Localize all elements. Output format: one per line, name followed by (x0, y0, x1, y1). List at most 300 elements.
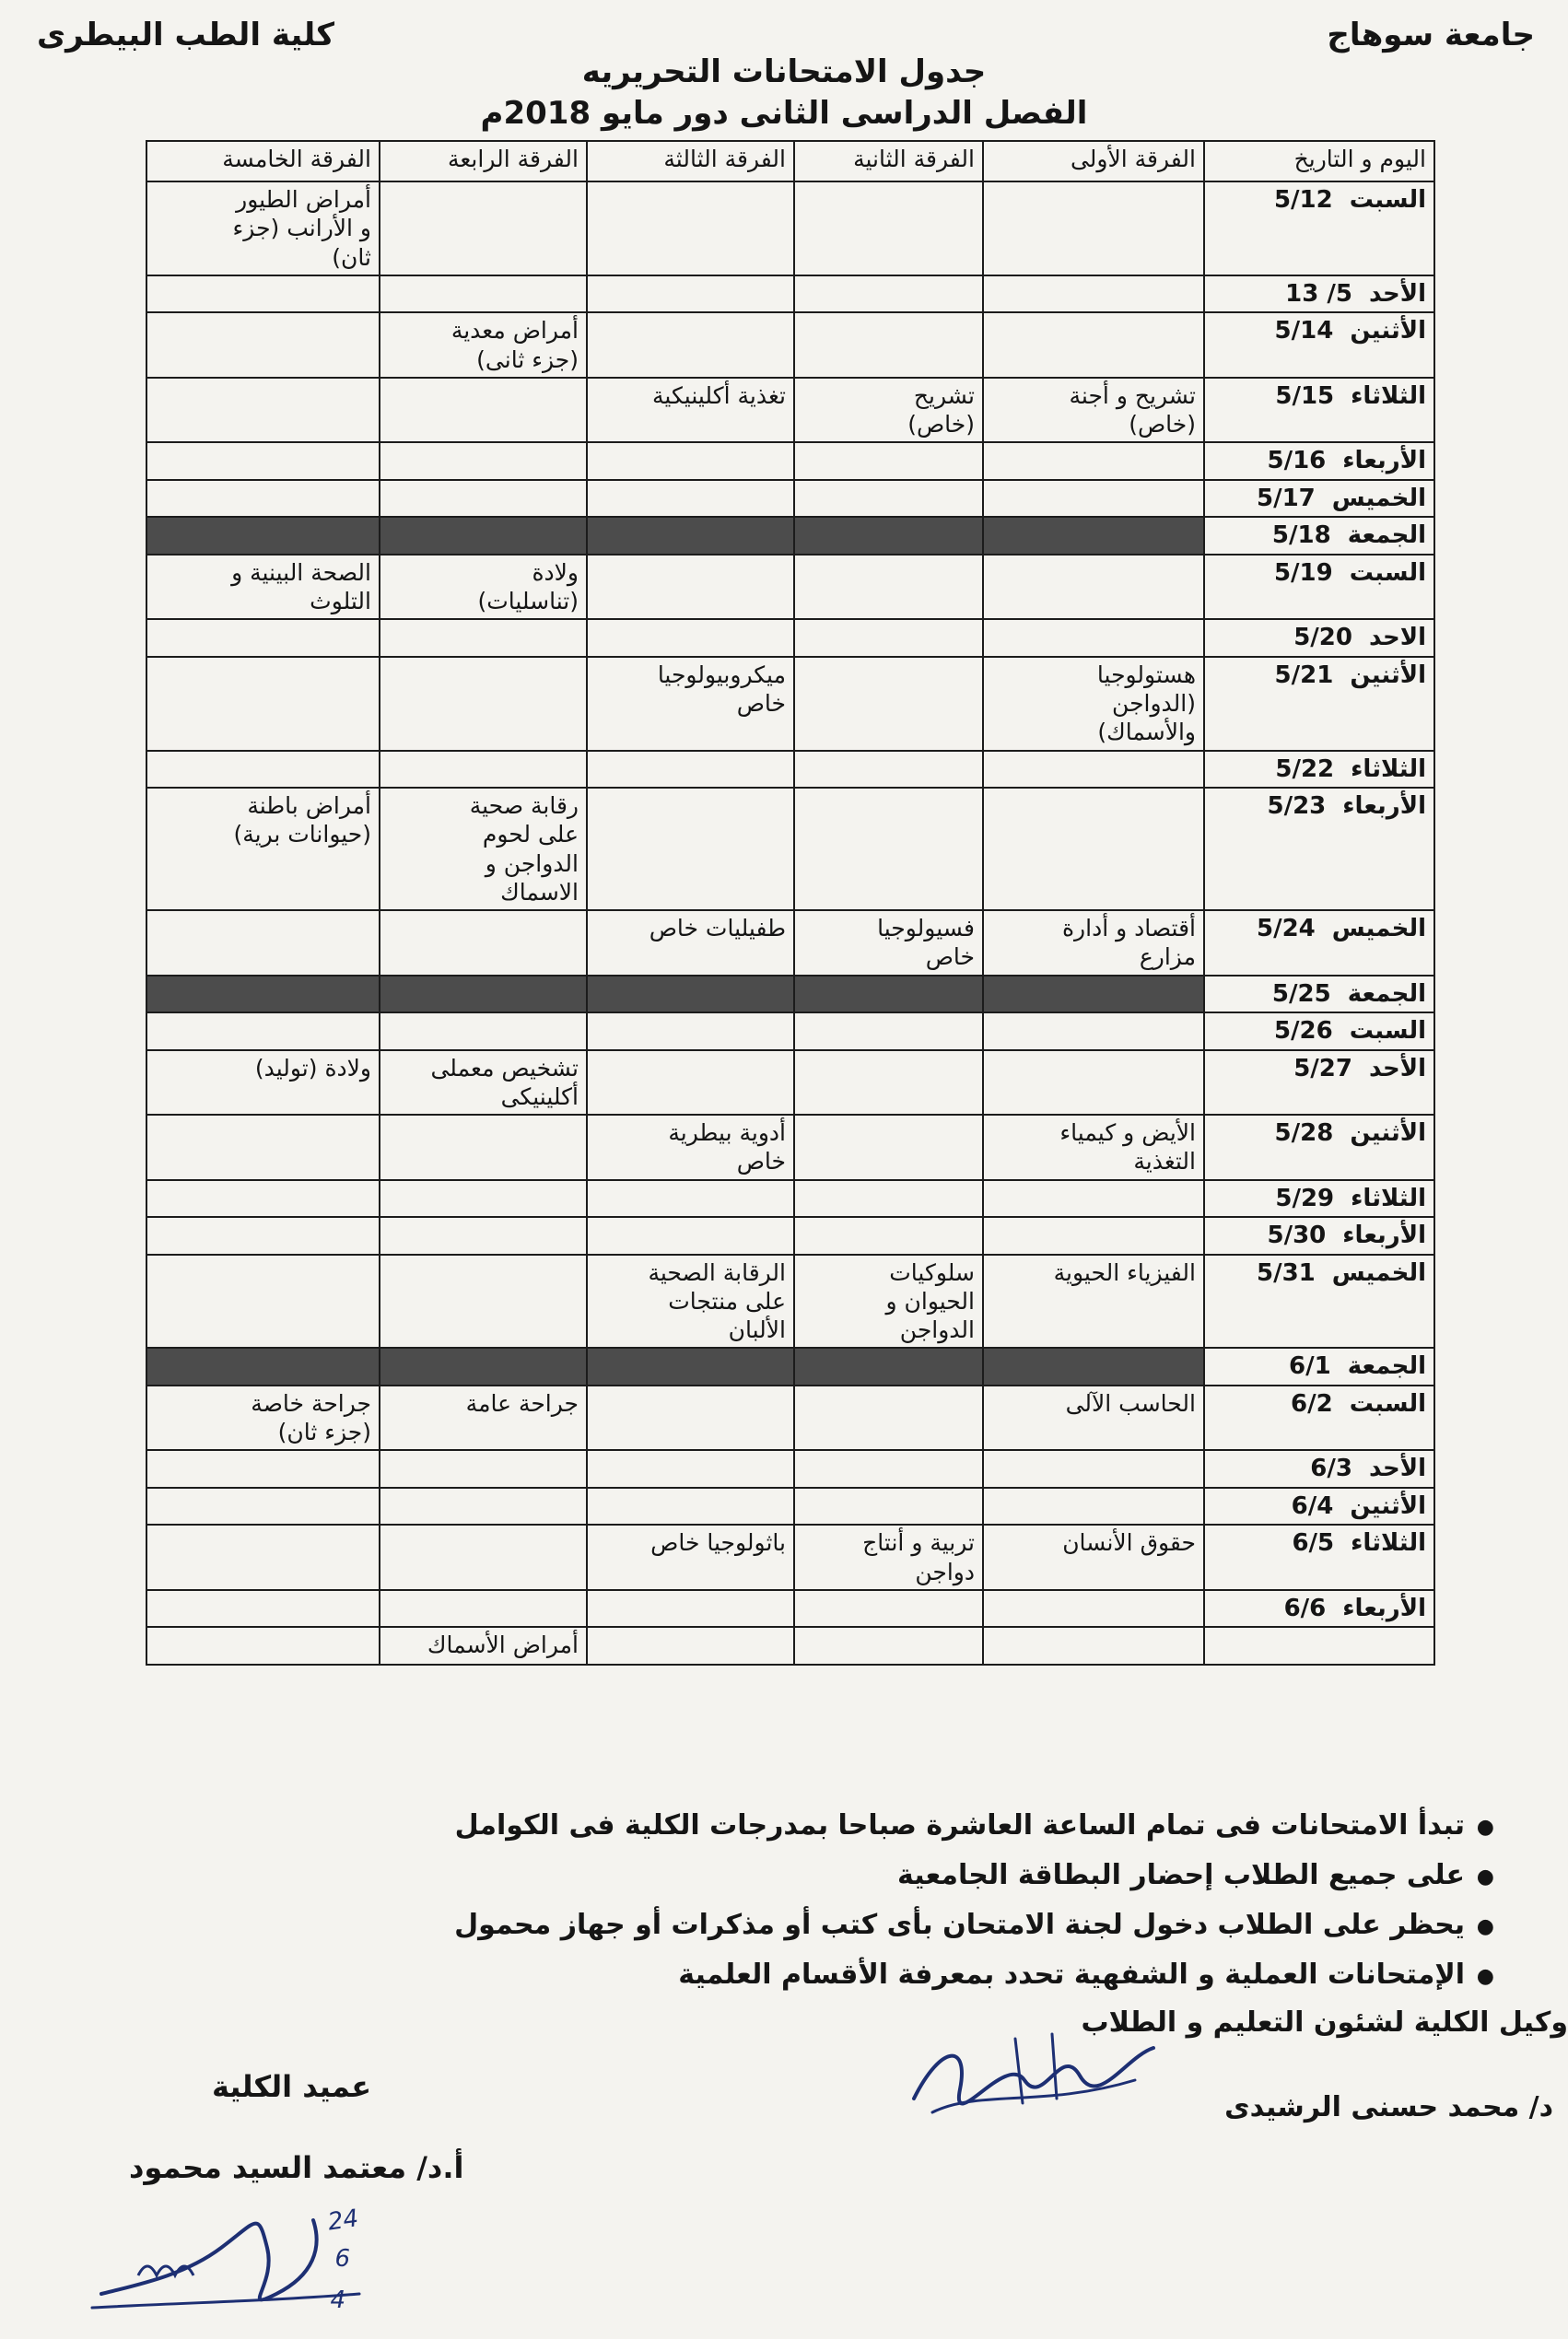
exam-cell-year-4 (380, 1050, 587, 1116)
exam-subject: أمراض معدية (جزء ثانى) (451, 317, 579, 373)
exam-date: 6/2 (1291, 1389, 1333, 1418)
exam-cell-year-3 (587, 442, 794, 480)
exam-cell-year-2 (794, 517, 983, 555)
table-row-holiday (146, 517, 1434, 555)
exam-date: 5/17 (1257, 484, 1316, 512)
exam-subject: تشريح (خاص) (907, 381, 975, 438)
exam-cell-year-1 (983, 751, 1204, 789)
day-name: الأثنين (1350, 661, 1426, 689)
exam-cell-year-5 (146, 657, 380, 751)
exam-cell-year-2 (794, 1348, 983, 1386)
exam-cell-year-5 (146, 480, 380, 518)
exam-cell-year-1 (983, 1386, 1204, 1451)
exam-date: 5/28 (1274, 1119, 1334, 1147)
exam-cell-year-5 (146, 1525, 380, 1590)
dean-handwritten-date-year: 4 (330, 2286, 345, 2314)
dean-handwritten-date-day: 24 (326, 2205, 360, 2237)
dean-name: أ.د/ معتمد السيد محمود (129, 2150, 464, 2185)
table-row (146, 442, 1434, 480)
exam-date: 5/26 (1273, 1017, 1333, 1045)
table-row (146, 788, 1434, 910)
day-name: السبت (1349, 1389, 1426, 1418)
exam-cell-year-4 (380, 1386, 587, 1451)
exam-cell-year-2 (794, 378, 983, 443)
exam-cell-year-4 (380, 788, 587, 910)
exam-date: 5/20 (1293, 624, 1352, 652)
dean-title: عميد الكلية (212, 2069, 372, 2104)
exam-cell-year-5 (146, 910, 380, 976)
exam-subject: الصحة البينية و التلوث (231, 558, 371, 614)
table-row (146, 657, 1434, 751)
exam-cell-year-5 (146, 1050, 380, 1116)
page-title: جدول الامتحانات التحريريه (581, 53, 987, 90)
bullet-icon: ● (1476, 1865, 1494, 1889)
dean-handwritten-date-month: 6 (334, 2245, 350, 2273)
schedule-body (146, 181, 1434, 1665)
exam-cell-year-2 (794, 555, 983, 620)
exam-cell-year-3 (587, 910, 794, 976)
exam-date: 5/16 (1267, 447, 1327, 475)
exam-cell-year-1 (983, 1627, 1204, 1665)
exam-cell-year-1 (983, 1590, 1204, 1628)
day-date-cell (1204, 1386, 1434, 1451)
exam-cell-year-4 (380, 275, 587, 313)
day-date-cell (1204, 555, 1434, 620)
exam-subject: حقوق الأنسان (1062, 1529, 1196, 1557)
exam-cell-year-2 (794, 1255, 983, 1349)
exam-cell-year-1 (983, 788, 1204, 910)
day-date-cell (1204, 1450, 1434, 1488)
day-name: الجمعة (1347, 1352, 1426, 1381)
table-row (146, 1525, 1434, 1590)
exam-cell-year-3 (587, 1450, 794, 1488)
exam-cell-year-5 (146, 555, 380, 620)
exam-cell-year-4 (380, 312, 587, 378)
exam-cell-year-5 (146, 275, 380, 313)
exam-cell-year-1 (983, 1525, 1204, 1590)
exam-cell-year-5 (146, 751, 380, 789)
exam-cell-year-5 (146, 1180, 380, 1218)
day-name: الاحد (1368, 624, 1426, 652)
exam-cell-year-5 (146, 1386, 380, 1451)
exam-date: 6/6 (1283, 1594, 1327, 1622)
exam-cell-year-2 (794, 1627, 983, 1665)
vice-dean-signature (905, 2025, 1163, 2126)
note-text: تبدأ الامتحانات فى تمام الساعة العاشرة صباحا بمدرجات الكلية فى الكوامل (454, 1809, 1465, 1842)
day-date-cell (1204, 1115, 1434, 1180)
university-name: جامعة سوهاج (1327, 17, 1535, 53)
exam-cell-year-3 (587, 1627, 794, 1665)
faculty-name: كلية الطب البيطرى (37, 17, 334, 53)
exam-date: 5/19 (1273, 558, 1333, 587)
exam-subject: الأيض و كيمياء التغذية (1059, 1119, 1196, 1175)
exam-cell-year-2 (794, 1050, 983, 1116)
table-row (146, 1180, 1434, 1218)
exam-cell-year-2 (794, 1450, 983, 1488)
exam-cell-year-3 (587, 181, 794, 275)
note-item (57, 1907, 1494, 1947)
table-row (146, 1217, 1434, 1255)
exam-cell-year-5 (146, 1217, 380, 1255)
exam-cell-year-3 (587, 1050, 794, 1116)
table-row (146, 480, 1434, 518)
exam-cell-year-4 (380, 1180, 587, 1218)
exam-cell-year-3 (587, 1386, 794, 1451)
table-row (146, 1590, 1434, 1628)
exam-cell-year-4 (380, 976, 587, 1013)
exam-subject: أمراض الطيور و الأرانب (جزء ثان) (232, 186, 371, 271)
day-name: الأربعاء (1342, 1222, 1426, 1249)
day-date-cell (1204, 1488, 1434, 1526)
exam-cell-year-3 (587, 1180, 794, 1218)
exam-schedule-table (146, 140, 1435, 1666)
exam-cell-year-2 (794, 910, 983, 976)
table-row (146, 378, 1434, 443)
day-date-cell (1204, 657, 1434, 751)
day-name: الجمعة (1347, 979, 1426, 1008)
exam-subject: ميكروبيولوجيا خاص (657, 661, 786, 717)
exam-cell-year-1 (983, 275, 1204, 313)
exam-cell-year-4 (380, 1450, 587, 1488)
exam-cell-year-2 (794, 275, 983, 313)
exam-cell-year-4 (380, 555, 587, 620)
exam-cell-year-2 (794, 1115, 983, 1180)
exam-subject: ولادة (توليد) (254, 1054, 371, 1082)
exam-cell-year-4 (380, 442, 587, 480)
exam-subject: الحاسب الآلى (1065, 1389, 1196, 1417)
table-row (146, 1450, 1434, 1488)
day-name: السبت (1349, 558, 1426, 587)
bullet-icon: ● (1476, 1965, 1494, 1988)
exam-cell-year-2 (794, 480, 983, 518)
day-date-cell (1204, 442, 1434, 480)
day-date-cell (1204, 275, 1434, 313)
exam-cell-year-4 (380, 910, 587, 976)
day-date-cell (1204, 378, 1434, 443)
exam-cell-year-2 (794, 442, 983, 480)
table-row (146, 910, 1434, 976)
table-row (146, 1627, 1434, 1665)
exam-date: 5/14 (1274, 317, 1334, 345)
exam-cell-year-4 (380, 480, 587, 518)
exam-date: 5/21 (1274, 661, 1334, 689)
exam-cell-year-2 (794, 1180, 983, 1218)
day-date-cell (1204, 1590, 1434, 1628)
note-item (57, 1807, 1494, 1848)
day-date-cell (1204, 1050, 1434, 1116)
exam-cell-year-2 (794, 1012, 983, 1050)
table-row-holiday (146, 1348, 1434, 1386)
exam-cell-year-4 (380, 1525, 587, 1590)
exam-cell-year-2 (794, 657, 983, 751)
exam-cell-year-1 (983, 1180, 1204, 1218)
exam-cell-year-3 (587, 657, 794, 751)
exam-cell-year-5 (146, 517, 380, 555)
exam-cell-year-2 (794, 1488, 983, 1526)
exam-cell-year-3 (587, 480, 794, 518)
exam-cell-year-3 (587, 1255, 794, 1349)
exam-cell-year-1 (983, 378, 1204, 443)
column-header-year-3: الفرقة الثالثة (587, 141, 794, 181)
exam-date: 6/4 (1291, 1491, 1334, 1520)
exam-date: 5/30 (1267, 1222, 1327, 1249)
exam-subject: أقتصاد و أدارة مزارع (1061, 915, 1196, 971)
day-date-cell (1204, 480, 1434, 518)
exam-cell-year-3 (587, 619, 794, 657)
day-name: الخميس (1331, 915, 1426, 942)
exam-subject: تربية و أنتاج دواجن (862, 1529, 975, 1585)
column-header-year-5: الفرقة الخامسة (146, 141, 380, 181)
day-date-cell (1204, 619, 1434, 657)
exam-cell-year-5 (146, 1115, 380, 1180)
exam-subject: جراحة عامة (465, 1389, 579, 1417)
exam-date: 5/22 (1275, 754, 1335, 783)
day-name: الأثنين (1350, 1491, 1426, 1520)
exam-subject: أمراض باطنة (حيوانات برية) (233, 792, 371, 848)
exam-cell-year-1 (983, 312, 1204, 378)
day-name: الأحد (1368, 1455, 1426, 1483)
exam-date: 5/25 (1271, 979, 1331, 1008)
day-name: الأربعاء (1342, 447, 1426, 475)
exam-cell-year-1 (983, 555, 1204, 620)
day-date-cell (1204, 1012, 1434, 1050)
day-date-cell (1204, 1525, 1434, 1590)
day-name: الأربعاء (1342, 1594, 1426, 1622)
day-name: الجمعة (1347, 521, 1426, 550)
exam-cell-year-3 (587, 378, 794, 443)
exam-cell-year-2 (794, 1590, 983, 1628)
bullet-icon: ● (1476, 1915, 1494, 1938)
day-name: الثلاثاء (1351, 1529, 1426, 1558)
column-header-day-date: اليوم و التاريخ (1204, 141, 1434, 181)
exam-cell-year-4 (380, 517, 587, 555)
exam-cell-year-1 (983, 1115, 1204, 1180)
exam-cell-year-5 (146, 1348, 380, 1386)
exam-subject: ولادة (تناسليات) (477, 558, 579, 614)
exam-cell-year-5 (146, 1488, 380, 1526)
table-row (146, 312, 1434, 378)
exam-cell-year-4 (380, 1115, 587, 1180)
day-name: الأحد (1368, 1054, 1426, 1082)
table-row (146, 181, 1434, 275)
table-row (146, 1012, 1434, 1050)
exam-cell-year-1 (983, 619, 1204, 657)
exam-cell-year-5 (146, 181, 380, 275)
exam-cell-year-3 (587, 517, 794, 555)
exam-cell-year-1 (983, 976, 1204, 1013)
day-name: الأربعاء (1342, 792, 1426, 820)
day-name: الثلاثاء (1351, 1184, 1426, 1212)
exam-cell-year-5 (146, 788, 380, 910)
table-row (146, 1115, 1434, 1180)
exam-cell-year-4 (380, 1012, 587, 1050)
column-header-year-1: الفرقة الأولى (983, 141, 1204, 181)
exam-cell-year-1 (983, 1348, 1204, 1386)
exam-date: 5/15 (1275, 381, 1335, 410)
table-row (146, 1255, 1434, 1349)
day-date-cell (1204, 1255, 1434, 1349)
table-header-row (146, 141, 1434, 181)
day-date-cell (1204, 1217, 1434, 1255)
day-date-cell (1204, 517, 1434, 555)
exam-date: 5/29 (1275, 1184, 1335, 1212)
day-date-cell (1204, 181, 1434, 275)
exam-cell-year-5 (146, 1450, 380, 1488)
exam-cell-year-3 (587, 1012, 794, 1050)
day-name: الأثنين (1350, 1119, 1426, 1147)
exam-cell-year-2 (794, 312, 983, 378)
exam-cell-year-3 (587, 312, 794, 378)
exam-date: 6/1 (1289, 1352, 1331, 1381)
exam-cell-year-4 (380, 1488, 587, 1526)
note-text: يحظر على الطلاب دخول لجنة الامتحان بأى كتب أو مذكرات أو جهاز محمول (454, 1909, 1465, 1941)
exam-cell-year-5 (146, 1012, 380, 1050)
exam-cell-year-3 (587, 1525, 794, 1590)
exam-cell-year-1 (983, 442, 1204, 480)
exam-cell-year-5 (146, 442, 380, 480)
exam-cell-year-4 (380, 751, 587, 789)
day-name: السبت (1349, 186, 1426, 214)
exam-cell-year-3 (587, 1348, 794, 1386)
exam-cell-year-1 (983, 1050, 1204, 1116)
exam-cell-year-2 (794, 619, 983, 657)
exam-cell-year-1 (983, 517, 1204, 555)
exam-cell-year-4 (380, 378, 587, 443)
exam-cell-year-2 (794, 1525, 983, 1590)
exam-cell-year-1 (983, 1012, 1204, 1050)
exam-cell-year-1 (983, 1217, 1204, 1255)
exam-cell-year-4 (380, 657, 587, 751)
exam-date: 6/3 (1310, 1455, 1352, 1483)
table-row (146, 275, 1434, 313)
note-item (57, 1857, 1494, 1898)
exam-cell-year-3 (587, 275, 794, 313)
exam-cell-year-4 (380, 1255, 587, 1349)
exam-date: 6/5 (1292, 1529, 1335, 1558)
day-name: الأحد (1368, 279, 1426, 308)
exam-cell-year-2 (794, 751, 983, 789)
exam-cell-year-3 (587, 1590, 794, 1628)
exam-cell-year-3 (587, 1488, 794, 1526)
exam-cell-year-3 (587, 1217, 794, 1255)
day-name: الثلاثاء (1351, 381, 1426, 410)
day-name: الخميس (1331, 1258, 1426, 1287)
day-date-cell (1204, 312, 1434, 378)
day-date-cell (1204, 788, 1434, 910)
table-row (146, 1050, 1434, 1116)
note-text: الإمتحانات العملية و الشفهية تحدد بمعرفة الأقسام العلمية (678, 1959, 1465, 1991)
exam-date: 5/31 (1257, 1258, 1316, 1287)
exam-subject: تغذية أكلينيكية (652, 381, 786, 409)
exam-date: 5/24 (1257, 915, 1316, 942)
day-name: الثلاثاء (1351, 754, 1426, 783)
exam-cell-year-5 (146, 312, 380, 378)
exam-date: 5/27 (1293, 1054, 1352, 1082)
exam-cell-year-5 (146, 378, 380, 443)
exam-cell-year-4 (380, 181, 587, 275)
exam-date: 5/18 (1271, 521, 1331, 550)
exam-subject: سلوكيات الحيوان و الدواجن (885, 1258, 975, 1343)
exam-date: 5/ 13 (1285, 279, 1352, 308)
day-date-cell (1204, 1180, 1434, 1218)
bullet-icon: ● (1476, 1816, 1494, 1839)
exam-cell-year-1 (983, 1255, 1204, 1349)
exam-cell-year-1 (983, 1488, 1204, 1526)
exam-cell-year-3 (587, 751, 794, 789)
notes-list (57, 1807, 1494, 2006)
exam-cell-year-5 (146, 619, 380, 657)
exam-subject: طفيليات خاص (649, 915, 786, 941)
dean-signature (83, 2193, 433, 2321)
day-date-cell (1204, 751, 1434, 789)
day-date-cell (1204, 910, 1434, 976)
column-header-year-2: الفرقة الثانية (794, 141, 983, 181)
exam-cell-year-4 (380, 619, 587, 657)
exam-cell-year-1 (983, 181, 1204, 275)
exam-subject: أمراض الأسماك (427, 1631, 579, 1659)
exam-cell-year-5 (146, 1590, 380, 1628)
exam-cell-year-3 (587, 788, 794, 910)
exam-cell-year-3 (587, 555, 794, 620)
vice-dean-name: د/ محمد حسنى الرشيدى (1224, 2091, 1553, 2123)
table-row (146, 1386, 1434, 1451)
exam-cell-year-4 (380, 1217, 587, 1255)
table-row (146, 751, 1434, 789)
exam-subject: جراحة خاصة (جزء ثان) (251, 1389, 371, 1445)
exam-date: 5/23 (1267, 792, 1327, 820)
exam-subject: رقابة صحية على لحوم الدواجن و الاسماك (469, 792, 579, 906)
exam-date: 5/12 (1273, 186, 1333, 214)
exam-cell-year-2 (794, 976, 983, 1013)
table-row-holiday (146, 976, 1434, 1013)
table-row (146, 1488, 1434, 1526)
exam-subject: أدوية بيطرية خاص (668, 1119, 786, 1175)
exam-cell-year-5 (146, 1627, 380, 1665)
exam-cell-year-5 (146, 976, 380, 1013)
day-name: الخميس (1331, 484, 1426, 512)
exam-cell-year-1 (983, 480, 1204, 518)
exam-cell-year-4 (380, 1590, 587, 1628)
exam-cell-year-1 (983, 910, 1204, 976)
table-row (146, 555, 1434, 620)
exam-subject: باثولوجيا خاص (650, 1529, 786, 1557)
exam-cell-year-2 (794, 788, 983, 910)
day-name: الأثنين (1350, 317, 1426, 345)
exam-subject: هستولوجيا (الدواجن والأسماك) (1096, 661, 1196, 746)
exam-subject: الفيزياء الحيوية (1053, 1258, 1196, 1286)
day-date-cell (1204, 976, 1434, 1013)
day-date-cell (1204, 1348, 1434, 1386)
exam-cell-year-1 (983, 657, 1204, 751)
note-item (57, 1957, 1494, 1997)
table-row (146, 619, 1434, 657)
exam-cell-year-4 (380, 1627, 587, 1665)
exam-subject: فسيولوجيا خاص (877, 915, 975, 971)
exam-cell-year-3 (587, 976, 794, 1013)
exam-cell-year-2 (794, 1386, 983, 1451)
exam-subject: تشخيص معملى أكلينيكى (430, 1054, 579, 1110)
day-name: السبت (1349, 1017, 1426, 1045)
exam-cell-year-2 (794, 1217, 983, 1255)
vice-dean-title: وكيل الكلية لشئون التعليم و الطلاب (1081, 2006, 1568, 2039)
exam-cell-year-3 (587, 1115, 794, 1180)
page-subtitle: الفصل الدراسى الثانى دور مايو 2018م (480, 95, 1088, 132)
exam-cell-year-1 (983, 1450, 1204, 1488)
note-text: على جميع الطلاب إحضار البطاقة الجامعية (897, 1859, 1465, 1891)
exam-subject: الرقابة الصحية على منتجات الألبان (648, 1258, 786, 1343)
day-date-cell (1204, 1627, 1434, 1665)
exam-cell-year-2 (794, 181, 983, 275)
